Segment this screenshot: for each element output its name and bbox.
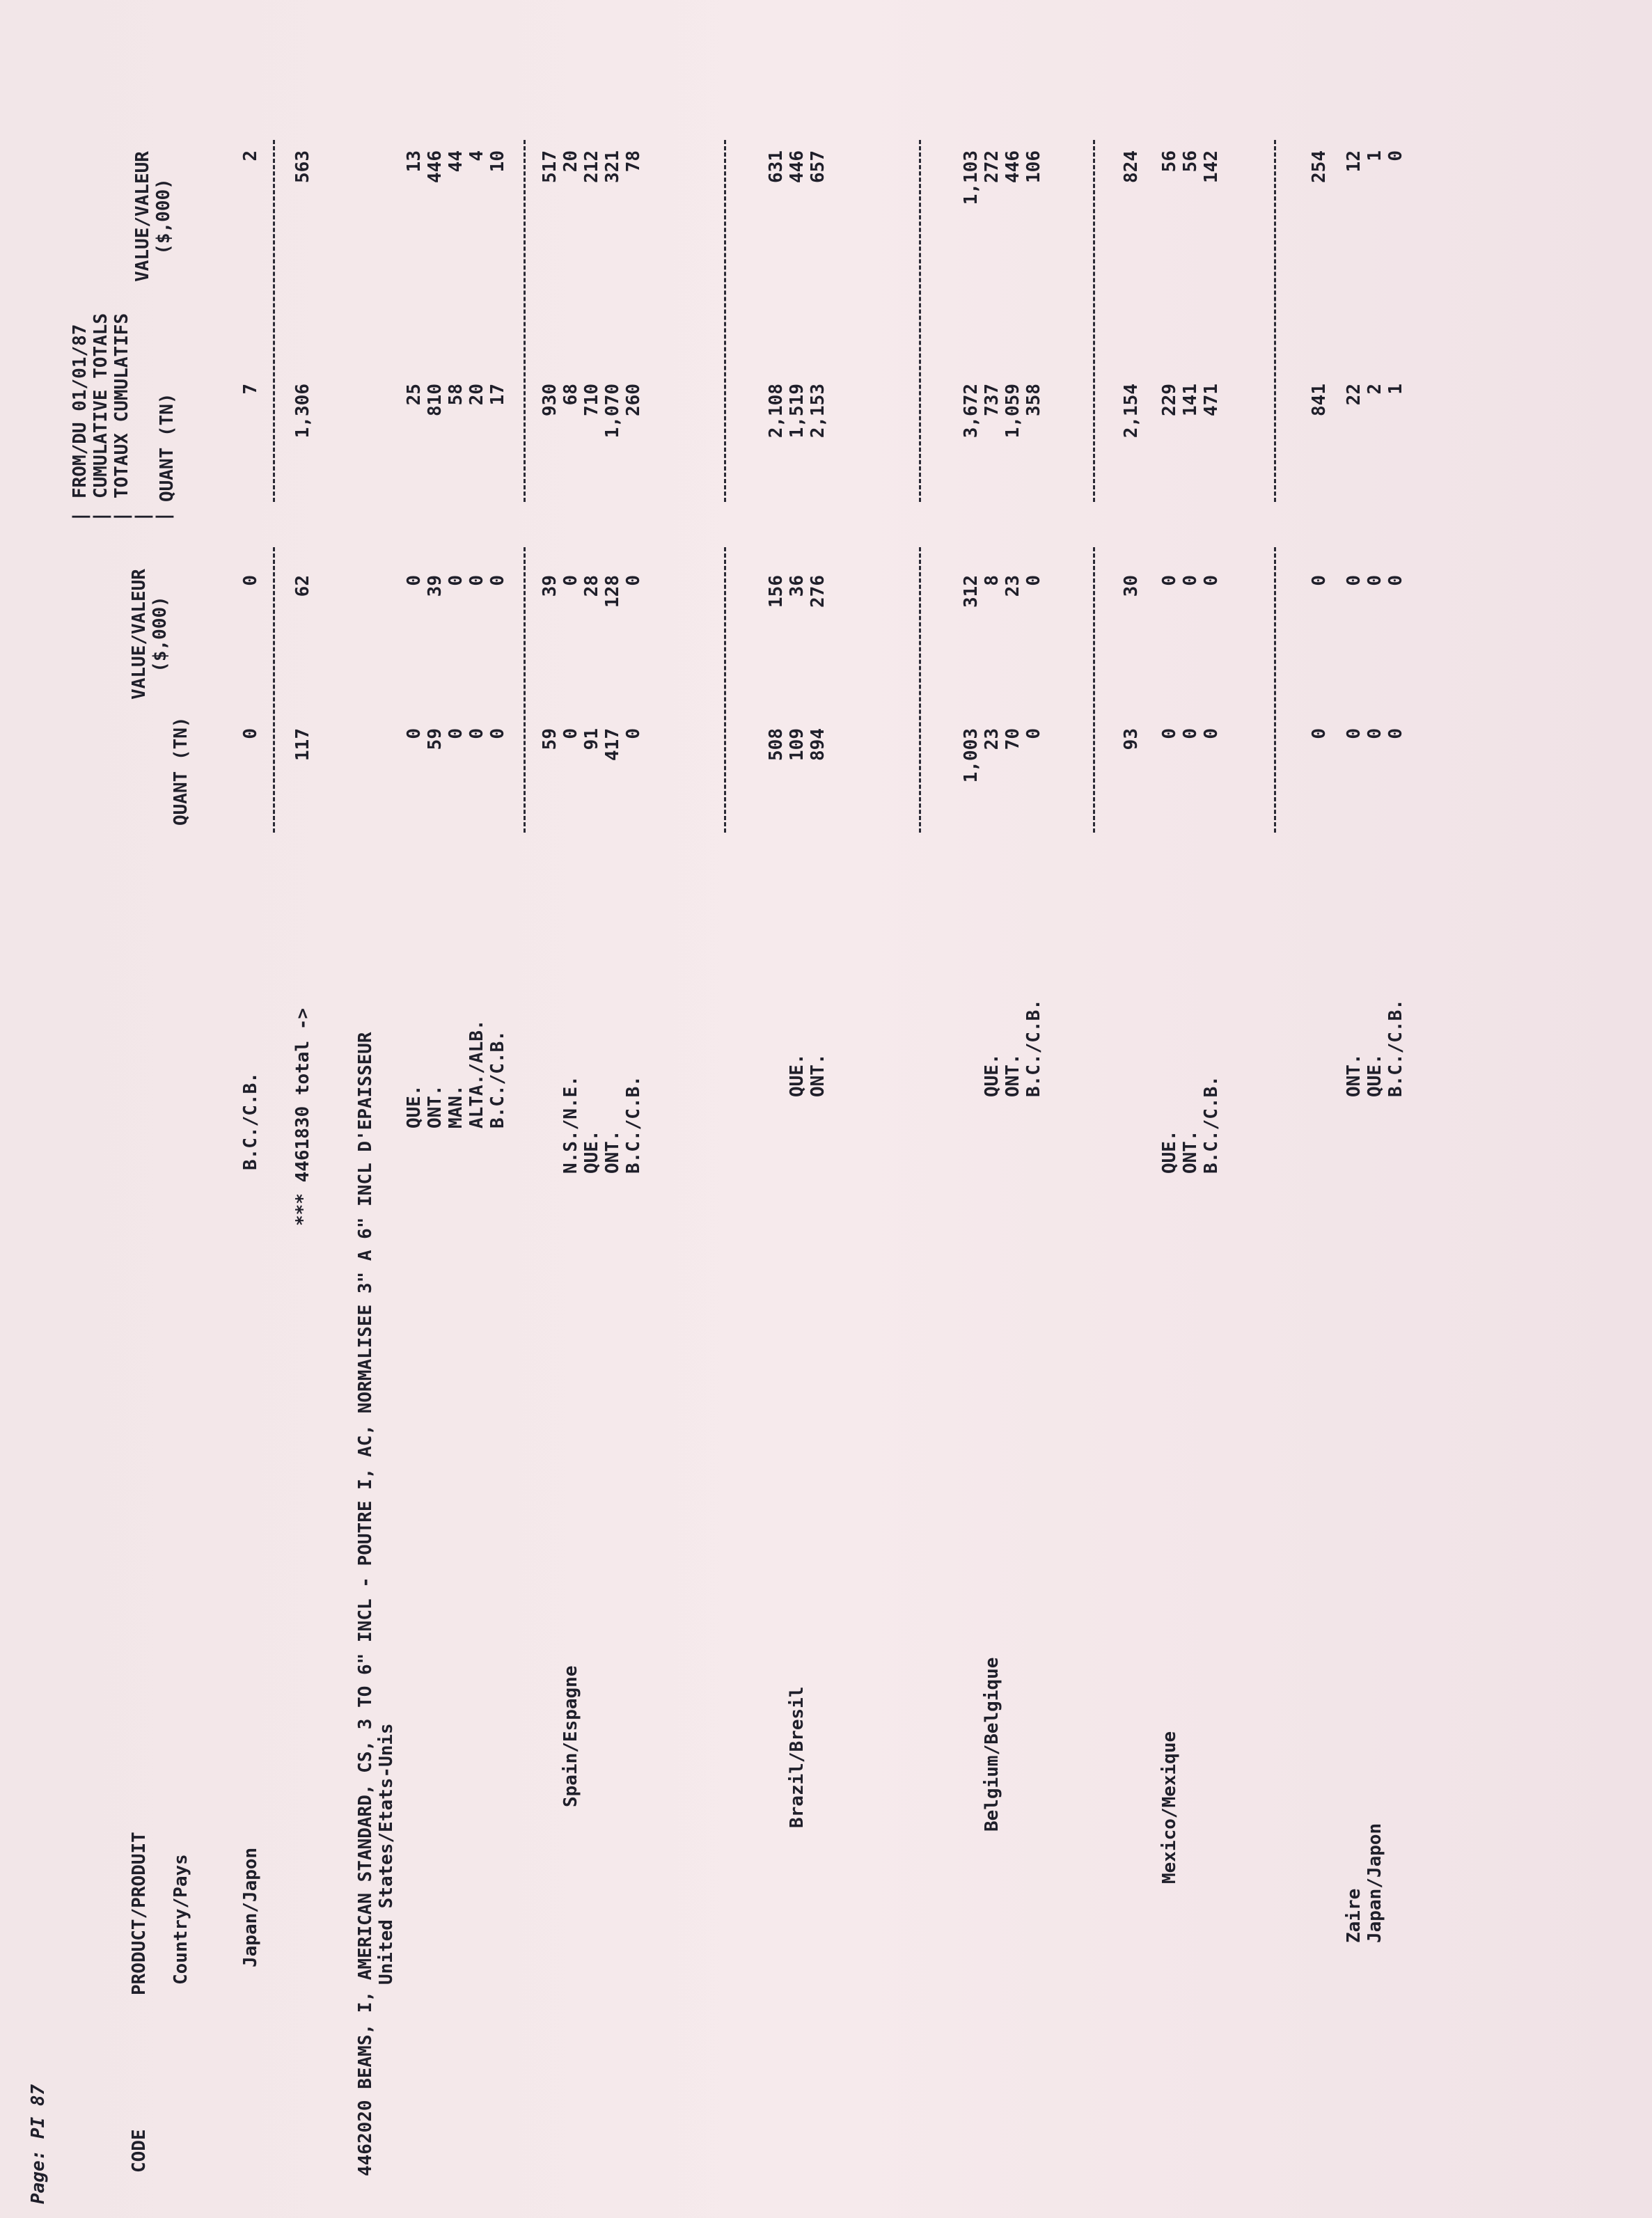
value-cell: 128 bbox=[602, 575, 623, 608]
product-heading: 4462020 BEAMS, I, AMERICAN STANDARD, CS, 3 TO 6" INCL - POUTRE I, AC, NORMALISEE 3" A 6" INCL D'EPAISSEUR bbox=[355, 1032, 376, 2176]
cum-quant-cell: 2,154 bbox=[1121, 384, 1142, 439]
quant-cell: 109 bbox=[787, 728, 808, 761]
quant-cell: 59 bbox=[425, 728, 446, 750]
cum-quant-cell: 1 bbox=[1385, 384, 1406, 395]
province-label: B.C./C.B. bbox=[623, 1076, 644, 1174]
quant-cell: 0 bbox=[560, 728, 581, 739]
country-label: Japan/Japon bbox=[1364, 1823, 1385, 1943]
quant-cell: 0 bbox=[623, 728, 644, 739]
quant-cell: 0 bbox=[446, 728, 466, 739]
cum-quant-cell: 141 bbox=[1180, 384, 1201, 416]
province-label: QUE. bbox=[1364, 1053, 1385, 1097]
quant-cell: 894 bbox=[808, 728, 828, 761]
cum-quant-cell: 260 bbox=[623, 384, 644, 416]
value-cell: 0 bbox=[1385, 575, 1406, 586]
quant-cell: 0 bbox=[1309, 728, 1330, 739]
cum-value-cell: 142 bbox=[1201, 150, 1222, 183]
cum-value-cell: 446 bbox=[787, 150, 808, 183]
province-label: B.C./C.B. bbox=[1385, 999, 1406, 1097]
value-cell: 0 bbox=[623, 575, 644, 586]
value-cell: 0 bbox=[404, 575, 425, 586]
province-label: QUE. bbox=[1159, 1130, 1180, 1174]
header-code: CODE bbox=[129, 2129, 150, 2173]
cum-quant-cell: 841 bbox=[1309, 384, 1330, 416]
quant-cell: 0 bbox=[1180, 728, 1201, 739]
cum-quant-cell: 471 bbox=[1201, 384, 1222, 416]
quant-cell: 0 bbox=[1344, 728, 1364, 739]
province-label: N.S./N.E. bbox=[560, 1076, 581, 1174]
cum-value-cell: 446 bbox=[425, 150, 446, 183]
value-cell: 0 bbox=[487, 575, 508, 586]
cum-quant-cell: 737 bbox=[982, 384, 1002, 416]
cum-quant-cell: 22 bbox=[1344, 384, 1364, 406]
cum-quant-cell: 3,672 bbox=[961, 384, 982, 439]
province-label: ONT. bbox=[602, 1130, 623, 1174]
province-label: B.C./C.B. bbox=[240, 1072, 261, 1170]
cum-value-cell: 631 bbox=[766, 150, 787, 183]
cum-value-cell: 517 bbox=[540, 150, 560, 183]
quant-cell: 0 bbox=[1159, 728, 1180, 739]
country-label: Zaire bbox=[1344, 1888, 1364, 1943]
cum-value-cell: 4 bbox=[466, 150, 487, 162]
cum-quant-cell: 810 bbox=[425, 384, 446, 416]
cum-quant-cell: 229 bbox=[1159, 384, 1180, 416]
header-product: PRODUCT/PRODUIT bbox=[129, 1832, 150, 1995]
cum-value-cell: 44 bbox=[446, 150, 466, 173]
cum-value-cell: 212 bbox=[581, 150, 602, 183]
quant-cell: 0 bbox=[1364, 728, 1385, 739]
cum-value-cell: 56 bbox=[1159, 150, 1180, 173]
value-cell: 0 bbox=[1159, 575, 1180, 586]
cum-quant-cell: 7 bbox=[240, 384, 261, 395]
value-cell: 0 bbox=[560, 575, 581, 586]
quant-cell: 0 bbox=[404, 728, 425, 739]
value-cell: 0 bbox=[446, 575, 466, 586]
header-cum-2: CUMULATIVE TOTALS bbox=[91, 313, 111, 498]
header-bar-5: | bbox=[153, 511, 174, 522]
country-label: Mexico/Mexique bbox=[1159, 1731, 1180, 1884]
cum-quant-cell: 1,519 bbox=[787, 384, 808, 439]
subtotal-rule bbox=[724, 140, 726, 502]
header-cum-1: FROM/DU 01/01/87 bbox=[70, 324, 91, 498]
subtotal-rule bbox=[524, 140, 526, 502]
cum-value-cell: 1 bbox=[1364, 150, 1385, 162]
subtotal-rule bbox=[919, 140, 921, 502]
header-cum-quant: QUANT (TN) bbox=[157, 393, 178, 502]
header-value-2: ($,000) bbox=[150, 596, 171, 673]
header-cum-3: TOTAUX CUMULATIFS bbox=[111, 313, 132, 498]
quant-cell: 0 bbox=[1201, 728, 1222, 739]
header-bar-2: | bbox=[91, 511, 111, 522]
province-label: QUE. bbox=[404, 1085, 425, 1128]
value-cell: 312 bbox=[961, 575, 982, 608]
quant-cell: 0 bbox=[240, 728, 261, 739]
header-bar-1: | bbox=[70, 511, 91, 522]
quant-cell: 23 bbox=[982, 728, 1002, 750]
quant-cell: 0 bbox=[466, 728, 487, 739]
value-cell: 0 bbox=[466, 575, 487, 586]
cum-quant-cell: 58 bbox=[446, 384, 466, 406]
province-label: ONT. bbox=[425, 1085, 446, 1128]
cum-value-cell: 446 bbox=[1002, 150, 1023, 183]
cum-quant-cell: 1,059 bbox=[1002, 384, 1023, 439]
cum-value-cell: 272 bbox=[982, 150, 1002, 183]
subtotal-rule bbox=[1093, 547, 1095, 833]
value-cell: 0 bbox=[1344, 575, 1364, 586]
header-cum-value-1: VALUE/VALEUR bbox=[132, 151, 153, 282]
quant-cell: 117 bbox=[292, 728, 313, 761]
cum-quant-cell: 930 bbox=[540, 384, 560, 416]
country-label: Japan/Japon bbox=[240, 1847, 261, 1967]
quant-cell: 91 bbox=[581, 728, 602, 750]
province-label: B.C./C.B. bbox=[1023, 999, 1044, 1097]
subtotal-rule bbox=[273, 547, 275, 833]
cum-quant-cell: 2,108 bbox=[766, 384, 787, 439]
value-cell: 39 bbox=[540, 575, 560, 597]
country-label: Belgium/Belgique bbox=[982, 1657, 1002, 1832]
province-label: QUE. bbox=[982, 1053, 1002, 1097]
cum-value-cell: 254 bbox=[1309, 150, 1330, 183]
cum-value-cell: 20 bbox=[560, 150, 581, 173]
quant-cell: 1,003 bbox=[961, 728, 982, 783]
subtotal-rule bbox=[1274, 140, 1276, 502]
quant-cell: 508 bbox=[766, 728, 787, 761]
province-label: QUE. bbox=[581, 1130, 602, 1174]
cum-value-cell: 13 bbox=[404, 150, 425, 173]
value-cell: 0 bbox=[1023, 575, 1044, 586]
cum-value-cell: 0 bbox=[1385, 150, 1406, 162]
page-label: Page: PI 87 bbox=[28, 2084, 49, 2204]
value-cell: 23 bbox=[1002, 575, 1023, 597]
quant-cell: 0 bbox=[1385, 728, 1406, 739]
province-label: B.C./C.B. bbox=[1201, 1076, 1222, 1174]
province-label: MAN. bbox=[446, 1085, 466, 1128]
subtotal-rule bbox=[724, 547, 726, 833]
value-cell: 276 bbox=[808, 575, 828, 608]
cum-quant-cell: 2 bbox=[1364, 384, 1385, 395]
value-cell: 0 bbox=[1309, 575, 1330, 586]
cum-quant-cell: 20 bbox=[466, 384, 487, 406]
cum-value-cell: 657 bbox=[808, 150, 828, 183]
cum-value-cell: 10 bbox=[487, 150, 508, 173]
cum-value-cell: 106 bbox=[1023, 150, 1044, 183]
header-cum-value-2: ($,000) bbox=[153, 178, 174, 255]
province-label: ONT. bbox=[1002, 1053, 1023, 1097]
value-cell: 0 bbox=[1364, 575, 1385, 586]
value-cell: 39 bbox=[425, 575, 446, 597]
quant-cell: 0 bbox=[1023, 728, 1044, 739]
province-label: ONT. bbox=[808, 1053, 828, 1097]
cum-quant-cell: 2,153 bbox=[808, 384, 828, 439]
quant-cell: 0 bbox=[487, 728, 508, 739]
subtotal-rule bbox=[1274, 547, 1276, 833]
quant-cell: 93 bbox=[1121, 728, 1142, 750]
value-cell: 62 bbox=[292, 575, 313, 597]
header-country: Country/Pays bbox=[171, 1854, 191, 1985]
header-bar-4: | bbox=[132, 511, 153, 522]
header-quant: QUANT (TN) bbox=[171, 716, 191, 826]
cum-value-cell: 56 bbox=[1180, 150, 1201, 173]
subtotal-rule bbox=[524, 547, 526, 833]
cum-quant-cell: 17 bbox=[487, 384, 508, 406]
province-label: ONT. bbox=[1344, 1053, 1364, 1097]
cum-value-cell: 78 bbox=[623, 150, 644, 173]
cum-quant-cell: 710 bbox=[581, 384, 602, 416]
province-label: QUE. bbox=[787, 1053, 808, 1097]
quant-cell: 59 bbox=[540, 728, 560, 750]
province-label: ONT. bbox=[1180, 1130, 1201, 1174]
value-cell: 0 bbox=[1201, 575, 1222, 586]
header-value-1: VALUE/VALEUR bbox=[129, 569, 150, 700]
total-label: *** 4461830 total -> bbox=[292, 1007, 313, 1226]
value-cell: 30 bbox=[1121, 575, 1142, 597]
province-label: B.C./C.B. bbox=[487, 1030, 508, 1128]
cum-value-cell: 2 bbox=[240, 150, 261, 162]
province-label: ALTA./ALB. bbox=[466, 1019, 487, 1128]
subtotal-rule bbox=[1093, 140, 1095, 502]
value-cell: 8 bbox=[982, 575, 1002, 586]
cum-value-cell: 563 bbox=[292, 150, 313, 183]
cum-value-cell: 12 bbox=[1344, 150, 1364, 173]
cum-value-cell: 1,103 bbox=[961, 150, 982, 205]
cum-value-cell: 321 bbox=[602, 150, 623, 183]
subtotal-rule bbox=[919, 547, 921, 833]
cum-quant-cell: 68 bbox=[560, 384, 581, 406]
cum-quant-cell: 1,306 bbox=[292, 384, 313, 439]
value-cell: 36 bbox=[787, 575, 808, 597]
subtotal-rule bbox=[273, 140, 275, 502]
cum-value-cell: 824 bbox=[1121, 150, 1142, 183]
cum-quant-cell: 1,070 bbox=[602, 384, 623, 439]
country-label: Spain/Espagne bbox=[560, 1665, 581, 1807]
country-label: Brazil/Bresil bbox=[787, 1686, 808, 1828]
cum-quant-cell: 358 bbox=[1023, 384, 1044, 416]
cum-quant-cell: 25 bbox=[404, 384, 425, 406]
value-cell: 0 bbox=[1180, 575, 1201, 586]
country-label: United States/Etats-Unis bbox=[376, 1723, 397, 1985]
value-cell: 0 bbox=[240, 575, 261, 586]
quant-cell: 417 bbox=[602, 728, 623, 761]
header-bar-3: | bbox=[111, 511, 132, 522]
value-cell: 156 bbox=[766, 575, 787, 608]
value-cell: 28 bbox=[581, 575, 602, 597]
quant-cell: 70 bbox=[1002, 728, 1023, 750]
